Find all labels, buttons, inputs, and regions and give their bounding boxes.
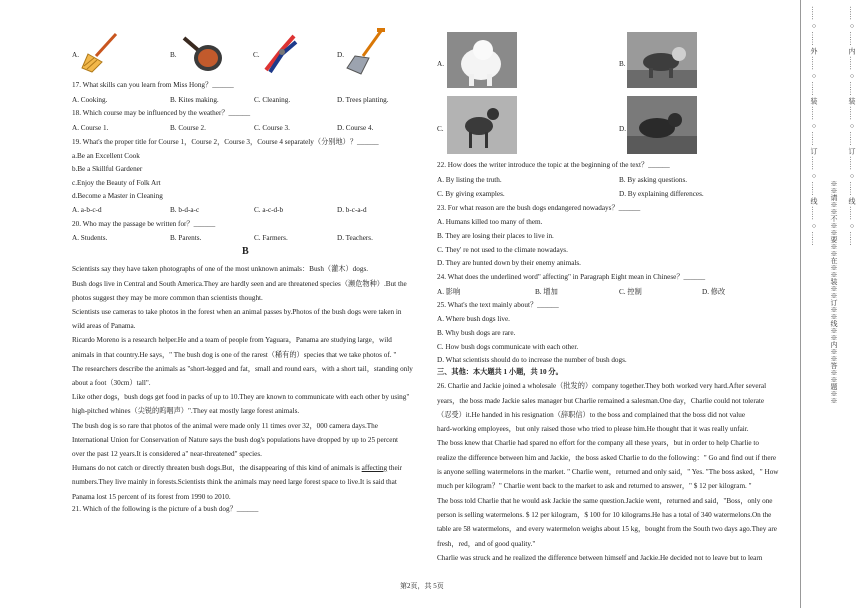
q26-line: realize the difference between him and Jackie，the boss asked Charlie to do the following：" Go and find out if there <box>437 454 777 462</box>
q16-label-c: C. <box>253 51 260 59</box>
passage-line: Bush dogs live in Central and South America.They are hardly seen and are threatened species（濒危物种）.But the <box>72 280 407 288</box>
q19-item-b: b.Be a Skillful Gardener <box>72 165 143 173</box>
dog-d-illustration <box>627 96 697 154</box>
q23-stem: 23. For what reason are the bush dogs endangered nowadays？______ <box>437 204 641 212</box>
q21-label-a: A. <box>437 60 444 68</box>
q20-stem: 20. Who may the passage be written for？______ <box>72 220 216 228</box>
q22-option-a: A. By listing the truth. <box>437 176 502 184</box>
q16-label-d: D. <box>337 51 344 59</box>
q16-label-a: A. <box>72 51 79 59</box>
q19-item-c: c.Enjoy the Beauty of Folk Art <box>72 179 161 187</box>
q25-option-a: A. Where bush dogs live. <box>437 315 510 323</box>
q25-option-c: C. How bush dogs communicate with each other. <box>437 343 579 351</box>
q19-option-c: C. a-c-d-b <box>254 206 284 214</box>
q17-option-b: B. Kites making. <box>170 96 219 104</box>
q20-option-b: B. Parents. <box>170 234 202 242</box>
section-3-heading: 三、其他：本大题共 1 小题，共 10 分。 <box>437 368 563 376</box>
q26-line: table are 58 watermelons，and every watermelon weighs about 15 kg，bought from the South two days ago.They are <box>437 525 777 533</box>
passage-line: The bush dog is so rare that photos of the animal were made only 11 times over 32，000 camera days.The <box>72 422 378 430</box>
q21-label-d: D. <box>619 125 626 133</box>
frying-pan-icon <box>180 34 224 74</box>
dog-photo-d <box>627 96 697 154</box>
q24-option-c: C. 控制 <box>619 288 642 296</box>
passage-line: wild areas of Panama. <box>72 322 136 330</box>
q20-option-a: A. Students. <box>72 234 108 242</box>
q23-option-c: C. They' re not used to the climate nowadays. <box>437 246 568 254</box>
binding-warning: ※※请※※不※※要※※在※※装※※订※※线※※内※※答※※题※※ <box>830 180 838 404</box>
q18-option-c: C. Course 3. <box>254 124 290 132</box>
q20-option-d: D. Teachers. <box>337 234 373 242</box>
q26-line: years，the boss made Jackie sales manager but Charlie remained a salesman.One day，Charlie could not tolerate <box>437 397 765 405</box>
q26-line: The boss knew that Charlie had spared no effort for the company all these years，but in order to help Charlie to <box>437 439 760 447</box>
q22-option-b: B. By asking questions. <box>619 176 688 184</box>
q21-stem: 21. Which of the following is the picture of a bush dog？______ <box>72 505 259 513</box>
q22-option-d: D. By explaining differences. <box>619 190 704 198</box>
q19-option-d: D. b-c-a-d <box>337 206 367 214</box>
dog-photo-c <box>447 96 517 154</box>
q26-line: hard-working employees，but only raised those who tried to please him.He thought that it was really unfair. <box>437 425 749 433</box>
passage-line: International Union for Conservation of Nature says the bush dog's populations have dropped by up to 25 percent <box>72 436 399 444</box>
broom-icon <box>80 32 120 74</box>
q19-item-a: a.Be an Excellent Cook <box>72 152 140 160</box>
passage-line: Scientists use cameras to take photos in the forest when an animal passes by.Photos of the bush dogs were taken in <box>72 308 402 316</box>
q22-stem: 22. How does the writer introduce the topic at the beginning of the text？______ <box>437 161 670 169</box>
q18-option-a: A. Course 1. <box>72 124 109 132</box>
passage-line: high-pitched whines（尖锐的呜咽声）".They eat mostly large forest animals. <box>72 407 300 415</box>
passage-text: Humans do not catch or directly threaten bush dogs.But，the disappearing of this kind of animals is <box>72 464 362 472</box>
q26-line: much per kilogram？" Charlie went back to the market to ask and returned to answer，" $ 12 per kilogram. " <box>437 482 752 490</box>
pliers-icon <box>260 32 300 74</box>
q17-option-a: A. Cooking. <box>72 96 108 104</box>
q20-option-c: C. Farmers. <box>254 234 288 242</box>
q26-line: is anyone selling watermelons in the market. " Charlie went，returned and only said，" Yes. "The boss asked，" How <box>437 468 779 476</box>
page-number: 第2页，共 5页 <box>400 582 444 590</box>
q18-option-d: D. Course 4. <box>337 124 374 132</box>
q23-option-a: A. Humans killed too many of them. <box>437 218 543 226</box>
section-b-heading: B <box>242 246 249 257</box>
passage-line: The researchers describe the animals as "short-legged and fat，small and round ears，with a short tail，standing only <box>72 365 413 373</box>
q23-option-b: B. They are losing their places to live in. <box>437 232 554 240</box>
binding-inner-line: …… ○ …… 内 …… ○ …… 装 …… ○ …… 订 …… ○ …… 线 …… ○ …… <box>848 6 856 246</box>
q26-line: Charlie was struck and he realized the difference between himself and Jackie.He decided not to leave but to learn <box>437 554 763 562</box>
passage-line: over the past 12 years.It is considered a" near-threatened" species. <box>72 450 262 458</box>
dog-photo-b <box>627 32 697 88</box>
passage-line-affecting <box>72 463 402 473</box>
passage-line: Like other dogs，bush dogs get food in packs of up to 10.They are known to communicate with each other by using" <box>72 393 410 401</box>
q17-option-d: D. Trees planting. <box>337 96 389 104</box>
q24-option-d: D. 修改 <box>702 288 726 296</box>
q19-option-b: B. b-d-a-c <box>170 206 200 214</box>
underlined-word: affecting <box>361 464 388 472</box>
q24-stem: 24. What does the underlined word" affecting" in Paragraph Eight mean in Chinese？______ <box>437 273 706 281</box>
q21-label-c: C. <box>437 125 444 133</box>
dog-b-illustration <box>627 32 697 88</box>
q25-option-d: D. What scientists should do to increase the number of bush dogs. <box>437 356 627 364</box>
q22-option-c: C. By giving examples. <box>437 190 505 198</box>
binding-margin <box>800 0 860 608</box>
q26-line: fresh，red，and of good quality." <box>437 540 536 548</box>
q24-option-a: A. 影响 <box>437 288 461 296</box>
passage-text: their <box>387 464 403 472</box>
q19-item-d: d.Become a Master in Cleaning <box>72 192 163 200</box>
passage-line: numbers.They live mainly in forests.Scientists think the animals may need large forest space to live.It is said that <box>72 478 397 486</box>
q21-label-b: B. <box>619 60 626 68</box>
q18-stem: 18. Which course may be influenced by the weather？______ <box>72 109 251 117</box>
dog-a-illustration <box>447 32 517 88</box>
passage-line: Panama lost 15 percent of its forest from 1990 to 2010. <box>72 493 231 501</box>
q19-option-a: A. a-b-c-d <box>72 206 102 214</box>
q26-line: 26. Charlie and Jackie joined a wholesale（批发的）company together.They both worked very hard.After several <box>437 382 767 390</box>
passage-line: Scientists say they have taken photographs of one of the most unknown animals：Bush（灌木）dogs. <box>72 265 369 273</box>
q26-line: The boss told Charlie that he would ask Jackie the same question.Jackie went，returned and said，"Boss，only one <box>437 497 773 505</box>
q16-label-b: B. <box>170 51 177 59</box>
q26-line: person is selling watermelons. $ 12 per kilogram，$ 100 for 10 kilograms.He has a total of 340 watermelons.On the <box>437 511 772 519</box>
q18-option-b: B. Course 2. <box>170 124 206 132</box>
q19-stem: 19. What's the proper title for Course 1，Course 2，Course 3，Course 4 separately（分别地）？______ <box>72 138 379 146</box>
passage-line: animals in that country.He says，" The bush dog is one of the rarest（稀有的）species that we take photos of. " <box>72 351 397 359</box>
q17-option-c: C. Cleaning. <box>254 96 291 104</box>
binding-outer-line: …… ○ …… 外 …… ○ …… 装 …… ○ …… 订 …… ○ …… 线 …… ○ …… <box>810 6 818 246</box>
dog-c-illustration <box>447 96 517 154</box>
q26-line: （忍受）it.He handed in his resignation（辞职信）to the boss and complained that the boss did not value <box>437 411 746 419</box>
q25-option-b: B. Why bush dogs are rare. <box>437 329 516 337</box>
q25-stem: 25. What's the text mainly about？______ <box>437 301 559 309</box>
q17-stem: 17. What skills can you learn from Miss Hong？______ <box>72 81 234 89</box>
passage-line: photos suggest they may be more common than scientists thought. <box>72 294 263 302</box>
passage-line: Ricardo Moreno is a research helper.He and a team of people from Yaguara，Panama are studying large，wild <box>72 336 392 344</box>
passage-line: about a foot（30cm）tall". <box>72 379 151 387</box>
dog-photo-a <box>447 32 517 88</box>
shovel-icon <box>345 28 385 76</box>
q23-option-d: D. They are hunted down by their enemy animals. <box>437 259 581 267</box>
q24-option-b: B. 增加 <box>535 288 558 296</box>
